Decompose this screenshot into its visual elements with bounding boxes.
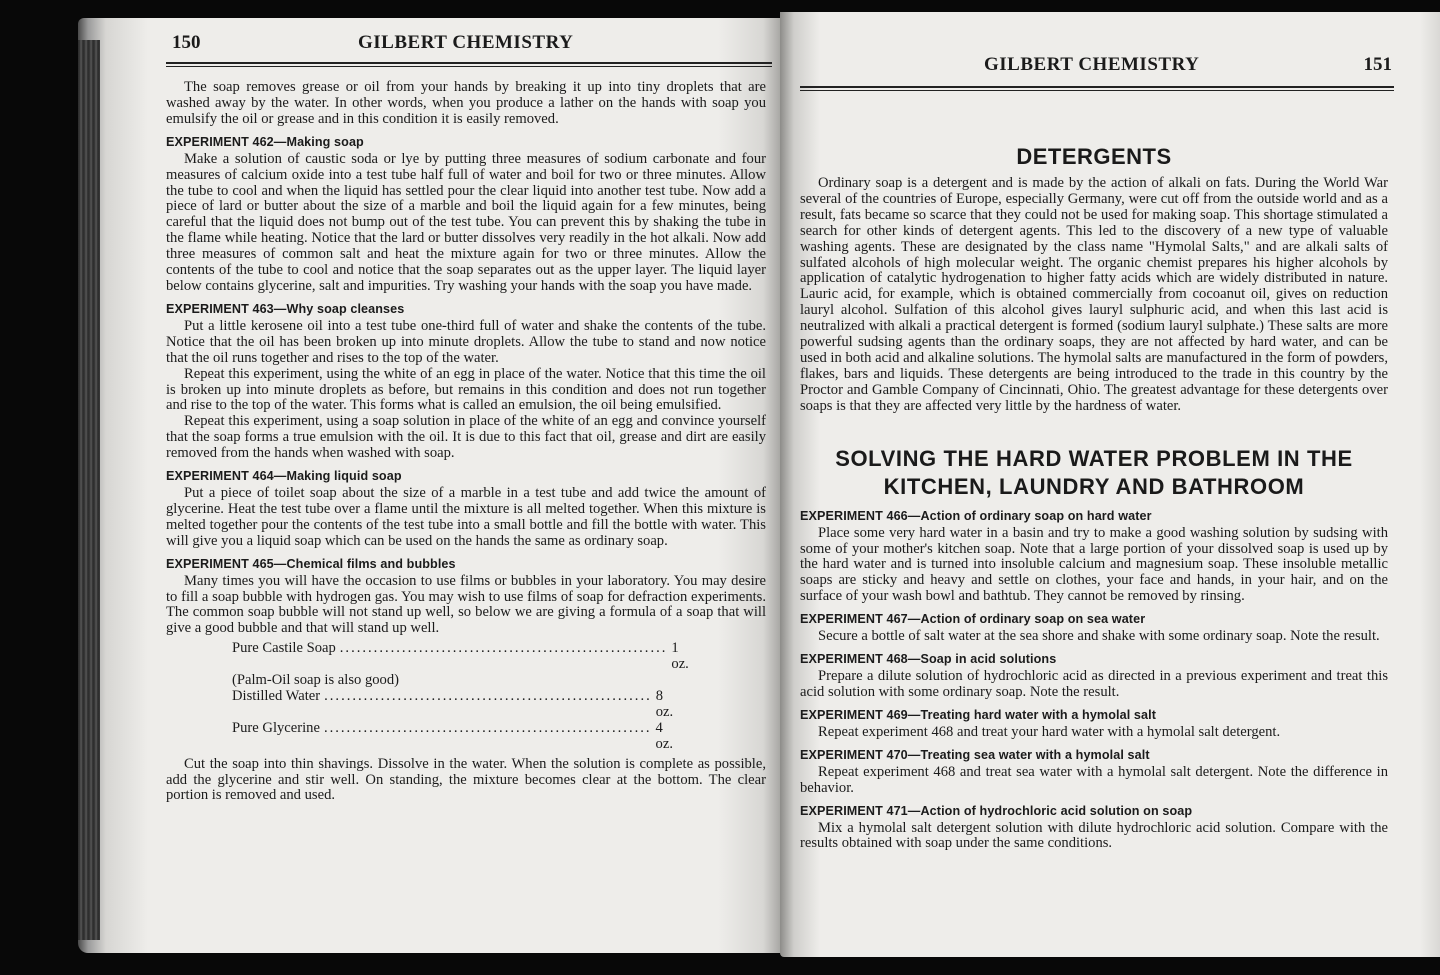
ingredient-qty: 4 oz. [655,719,673,752]
experiment-heading: EXPERIMENT 471—Action of hydrochloric acid solution on soap [800,803,1193,818]
ingredient-name: Distilled Water [232,688,321,704]
section-title-line: SOLVING THE HARD WATER PROBLEM IN THE [835,445,1353,471]
formula-note [232,673,672,689]
experiment-heading: EXPERIMENT 463—Why soap cleanses [166,301,405,316]
experiment-text: Place some very hard water in a basin and try to make a good washing solution by sudsing with some of your mother's kitchen soap. Note that a large portion of your dissolved soap is used up by the hard water and is turned into insoluble calcium and magnesium soap. These insoluble metallic soaps are sticky and heavy and settle on clothes, your face and hands, in your hair, and on the surface of your wash bowl and bathtub. They cannot be removed by rinsing. [800,524,1388,605]
right-running-head [800,12,1392,75]
experiment-text: Repeat experiment 468 and treat sea water with a hymolal salt detergent. Note the difference in behavior. [800,763,1388,796]
experiment-text: Prepare a dilute solution of hydrochloric acid as directed in a previous experiment and treat this acid solution with some ordinary soap. Note the result. [800,668,1388,700]
experiment-text: Mix a hymolal salt detergent solution with dilute hydrochloric acid solution. Compare with the results obtained with soap under the same conditions. [800,819,1388,852]
formula-row [232,689,672,721]
left-running-head [166,18,766,62]
leader-dots: .......................................................... [324,688,652,704]
experiment-heading: EXPERIMENT 466—Action of ordinary soap on hard water [800,508,1152,523]
left-page [78,18,780,953]
experiment-text: Repeat this experiment, using a soap solution in place of the white of an egg and convince yourself that the soap forms a true emulsion with the oil. It is due to this fact that oil, grease and dirt are easily removed from the hands when washed with soap. [166,413,766,462]
experiment-heading: EXPERIMENT 465—Chemical films and bubbles [166,556,456,571]
experiment-text: Put a piece of toilet soap about the size of a marble in a test tube and add twice the amount of glycerine. Heat the test tube over a flame until the mixture is all melted together. When this mixture is melted together pour the contents of the test tube into a small bottle and fill the bottle with water. This will give you a liquid soap which can be used on the hands the same as ordinary soap. [166,485,766,549]
section-text: Ordinary soap is a detergent and is made by the action of alkali on fats. During the World War several of the countries of Europe, especially Germany, were cut off from the outside world and as a result, fats became so scarce that they could not be used for making soap. This shortage stimulated a search for other kinds of detergent agents. This led to the discovery of a new type of valuable washing agents. These are designated by the class name "Hymolal Salts," and are alkali salts of sulfated alcohols of high molecular weight. The organic chemist prepares his higher alcohols by application of catalytic hydrogenation to higher fatty acids which are widely distributed in nature. Lauric acid, for example, which is obtained commercially from cocoanut oil, gives on reduction lauryl alcohol. Sulfation of this alcohol gives lauryl sulphuric acid, and when this last acid is neutralized with alkali a practical detergent is formed (sodium lauryl sulphate.) These salts are more powerful sudsing agents than the ordinary soaps, they are not affected by hard water, and can be used in both acid and alkaline solutions. The hymolal salts are manufactured in the form of powders, flakes, bars and liquids. These detergents are being introduced to the trade in this country by the Proctor and Gamble Company of Cincinnati, Ohio. The greatest advantage for these detergents over soaps is that they are affected very little by the hardness of water. [800,175,1388,414]
experiment-heading: EXPERIMENT 469—Treating hard water with a hymolal salt [800,707,1157,722]
experiment-heading: EXPERIMENT 468—Soap in acid solutions [800,652,1057,667]
experiment-heading: EXPERIMENT 470—Treating sea water with a hymolal salt [800,747,1150,762]
experiment-text: Cut the soap into thin shavings. Dissolve in the water. When the solution is complete as possible, add the glycerine and stir well. On standing, the mixture becomes clear at the bottom. The clear portion is removed and used. [166,755,766,804]
experiment-text: Secure a bottle of salt water at the sea shore and shake with some ordinary soap. Note the result. [818,628,1380,645]
running-title: GILBERT CHEMISTRY [984,54,1200,75]
section-title-line: KITCHEN, LAUNDRY AND BATHROOM [883,473,1305,499]
formula-row [232,640,689,673]
ingredient-name: Pure Castile Soap [232,640,336,657]
intro-paragraph: The soap removes grease or oil from your hands by breaking it up into tiny droplets that are washed away by the water. In other words, when you produce a lather on the hands with soap you emulsify the oil or grease and in this condition it is easily removed. [166,79,766,127]
experiment-text: Repeat this experiment, using the white of an egg in place of the water. Notice that this time the oil is broken up into minute droplets as before, but remains in this condition and does not run together and rise to the top of the water. This forms what is called an emulsion, the oil being emulsified. [166,365,766,414]
section-title [800,445,1388,501]
leader-dots: .......................................................... [339,640,668,657]
header-rule [800,86,1394,91]
running-title: GILBERT CHEMISTRY [358,32,574,53]
leader-dots: .......................................................... [323,719,652,736]
ingredient-note: (Palm-Oil soap is also good) [232,672,400,689]
experiment-text: Many times you will have the occasion to use films or bubbles in your laboratory. You may desire to fill a soap bubble with hydrogen gas. You may wish to use films of soap for defraction experiments. The common soap bubble will not stand up well, so below we are giving a formula of a soap that will give a good bubble and that will stand up well. [166,572,766,637]
right-page [780,12,1440,957]
experiment-text: Make a solution of caustic soda or lye by putting three measures of sodium carbonate and four measures of calcium oxide into a test tube half full of water and boil for two or three minutes. Allow the tube to cool and when the liquid has settled pour the clear liquid into another test tube. Now add a piece of lard or butter about the size of a marble and boil the liquid again for a few minutes, being careful that the liquid does not bump out of the test tube. You can prevent this by shaking the tube in the flame while heating. Notice that the lard or butter dissolves very readily in the hot alkali. Now add three measures of common salt and heat the mixture again for two or three minutes. Allow the contents of the tube to cool and notice that the soap separates out as the upper layer. The liquid layer below contains glycerine, salt and impurities. Try washing your hands with the soap you have made. [166,150,766,294]
page-number: 151 [1363,54,1392,75]
experiment-text: Repeat experiment 468 and treat your hard water with a hymolal salt detergent. [818,723,1281,740]
experiment-heading: EXPERIMENT 467—Action of ordinary soap on sea water [800,612,1146,627]
page-number: 150 [172,32,201,53]
section-title: DETERGENTS [1016,144,1172,169]
ingredient-name: Pure Glycerine [232,719,320,736]
formula-row [232,721,672,753]
page-edges [78,40,100,940]
ingredient-qty: 1 oz. [671,640,689,673]
experiment-heading: EXPERIMENT 464—Making liquid soap [166,469,402,484]
experiment-heading: EXPERIMENT 462—Making soap [166,134,364,149]
soap-formula [232,640,689,752]
ingredient-qty: 8 oz. [655,688,674,720]
experiment-text: Put a little kerosene oil into a test tube one-third full of water and shake the contents of the tube. Notice that the oil has been broken up into minute droplets. Allow the tube to stand and now notice that the oil runs together and rises to the top of the water. [166,317,766,366]
header-rule [166,62,772,67]
